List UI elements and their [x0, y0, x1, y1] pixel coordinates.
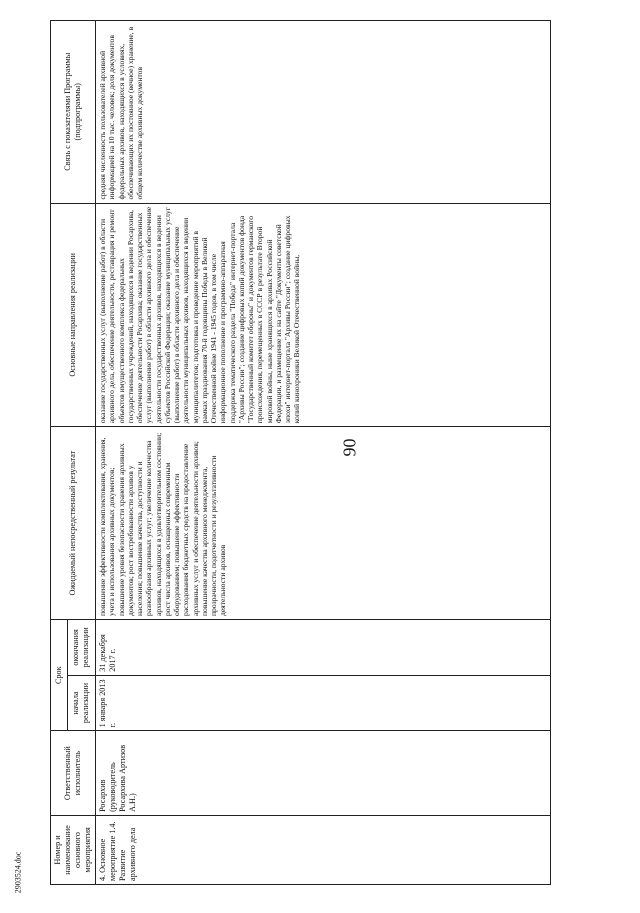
- header-term-start: начала реализации: [67, 675, 95, 731]
- cell-number-name: [96, 815, 551, 884]
- events-table: [50, 20, 551, 885]
- program-table: [50, 20, 590, 885]
- cell-end: 31 декабря 2017 г.: [96, 620, 551, 676]
- header-row: [51, 21, 68, 885]
- event-name: Основное мероприятие 1.4. Развитие архивного дела: [98, 821, 137, 881]
- header-responsible: Ответственный исполнитель: [51, 731, 96, 816]
- header-expected-result: Ожидаемый непосредственный результат: [51, 427, 96, 620]
- page-number: 90: [339, 438, 360, 457]
- header-number-name: Номер и наименование основного мероприятия: [51, 815, 96, 884]
- cell-expected-result: повышение эффективности комплектования, хранения, учета и использования архивных документов; повышение уровня безопасности хранения архивных документов; рост востребованности архивов у населения; повышение качества, доступности и разнообразия архивных услуг; увеличение количества архивов, находящихся в удовлетворительном состоянии; рост числа архивов, оснащенных современным оборудованием; повышение эффективности расходования бюджетных средств на предоставление архивных услуг и обеспечение деятельности архивов; повышение качества архивного менеджмента, прозрачности, подотчетности и результативности деятельности архивов: [96, 427, 551, 620]
- cell-directions: оказание государственных услуг (выполнение работ) в области архивного дела, обеспечение деятельности, реставрация и ремонт объектов имущественного комплекса федеральных государственных учреждений, находящихся в ведении Росархива, обеспечение деятельности Росархива; оказание государственных услуг (выполнение работ) в области архивного дела и обеспечение деятельности государственных архивов, находящихся в ведении субъектов Российской Федерации; оказание муниципальных услуг (выполнение работ) в области архивного дела и обеспечение деятельности муниципальных архивов, находящихся в ведении муниципалитетов; подготовка и проведение мероприятий в рамках празднования 70-й годовщины Победы в Великой Отечественной войне 1941 - 1945 годов, в том числе информационное пополнение и программно-аппаратная поддержка тематического раздела "Победа" интернет-портала "Архивы России"; создание цифровых копий документов фонда "Государственный комитет обороны" и документов германского происхождения, перемещенных в СССР в результате Второй мировой войны, ныне хранящихся в архивах Российской Федерации, и размещение их на сайте "Документы советской эпохи" интернет-портала "Архивы России"; создание цифровых копий кинохроники Великой Отечественной войны,: [96, 203, 551, 427]
- header-term-end: окончания реализации: [67, 620, 95, 676]
- header-link: Связь с показателями Программы (подпрограммы): [51, 21, 96, 204]
- row-index: 4.: [98, 874, 107, 881]
- rotated-table-wrapper: [50, 20, 590, 885]
- cell-start: 1 января 2013 г.: [96, 675, 551, 731]
- cell-responsible: Росархив (руководитель Росархива Артизов А.Н.): [96, 731, 551, 816]
- header-directions: Основные направления реализации: [51, 203, 96, 427]
- cell-link: средняя численность пользователей архивной информацией на 10 тыс. человек; доля документов федеральных архивов, находящихся в условиях, обеспечивающих их постоянное (вечное) хранение, в общем количестве архивных документов: [96, 21, 551, 204]
- header-term: Срок: [51, 620, 68, 731]
- document-filename: 2903524.doc: [13, 851, 23, 894]
- table-row: [96, 21, 551, 885]
